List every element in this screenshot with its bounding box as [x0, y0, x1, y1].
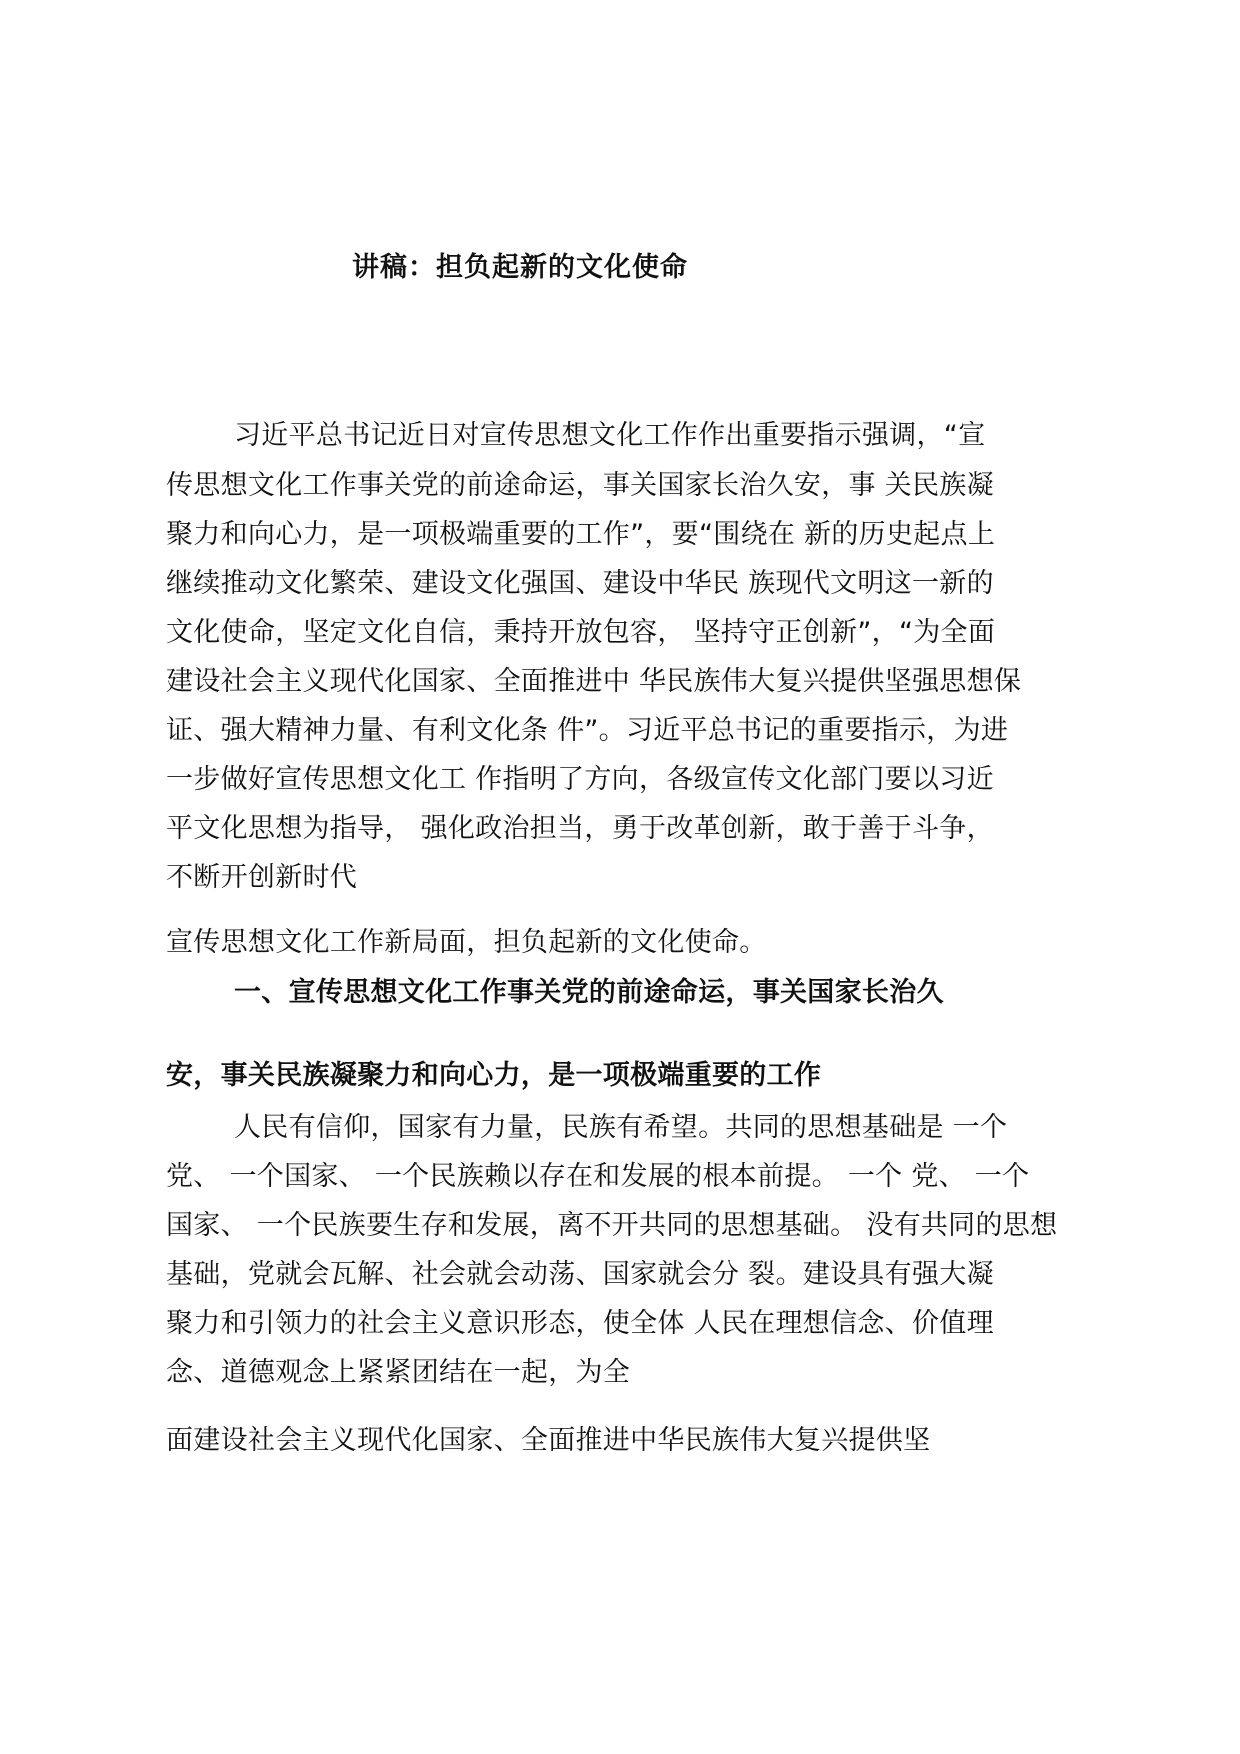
section-heading: 安，事关民族凝聚力和向心力，是一项极端重要的工作: [166, 1060, 822, 1091]
paragraph-line: 聚力和引领力的社会主义意识形态，使全体 人民在理想信念、价值理: [166, 1308, 994, 1339]
paragraph-line: 建设社会主义现代化国家、全面推进中 华民族伟大复兴提供坚强思想保: [166, 666, 1022, 697]
paragraph-line: 人民有信仰，国家有力量，民族有希望。共同的思想基础是 一个: [234, 1112, 1008, 1143]
paragraph-line: 面建设社会主义现代化国家、全面推进中华民族伟大复兴提供坚: [166, 1425, 931, 1456]
paragraph-line: 国家、 一个民族要生存和发展，离不开共同的思想基础。 没有共同的思想: [166, 1210, 1058, 1241]
paragraph-line: 一步做好宣传思想文化工 作指明了方向，各级宣传文化部门要以习近: [166, 764, 994, 795]
paragraph-line: 不断开创新时代: [166, 862, 358, 893]
paragraph-line: 文化使命，坚定文化自信，秉持开放包容， 坚持守正创新”，“为全面: [166, 617, 996, 648]
paragraph-line: 传思想文化工作事关党的前途命运，事关国家长治久安，事 关民族凝: [166, 470, 994, 501]
paragraph-line: 证、强大精神力量、有利文化条 件”。习近平总书记的重要指示，为进: [166, 715, 1009, 746]
document-title: 讲稿：担负起新的文化使命: [352, 252, 688, 283]
paragraph-line: 平文化思想为指导， 强化政治担当，勇于改革创新，敢于善于斗争，: [166, 813, 994, 844]
paragraph-line: 宣传思想文化工作新局面，担负起新的文化使命。: [166, 927, 767, 958]
paragraph-line: 念、道德观念上紧紧团结在一起，为全: [166, 1357, 631, 1388]
paragraph-line: 习近平总书记近日对宣传思想文化工作作出重要指示强调，“宣: [234, 420, 986, 451]
section-heading: 一、宣传思想文化工作事关党的前途命运，事关国家长治久: [234, 977, 944, 1008]
paragraph-line: 聚力和向心力，是一项极端重要的工作”，要“围绕在 新的历史起点上: [166, 519, 996, 550]
paragraph-line: 党、 一个国家、 一个民族赖以存在和发展的根本前提。 一个 党、 一个: [166, 1161, 1030, 1192]
paragraph-line: 基础，党就会瓦解、社会就会动荡、国家就会分 裂。建设具有强大凝: [166, 1259, 994, 1290]
paragraph-line: 继续推动文化繁荣、建设文化强国、建设中华民 族现代文明这一新的: [166, 568, 994, 599]
